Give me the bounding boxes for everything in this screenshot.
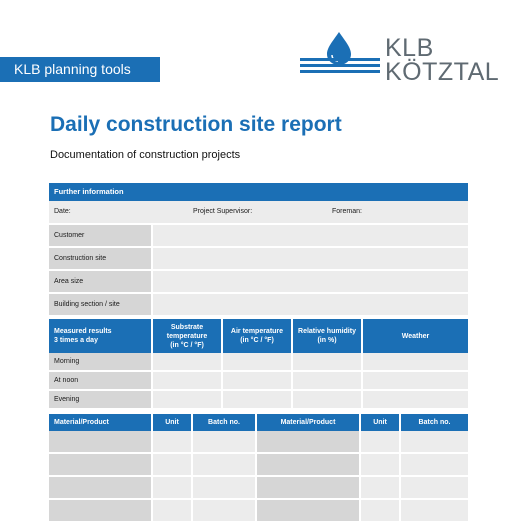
materials-header [49, 414, 468, 431]
material-field[interactable] [361, 477, 401, 500]
measured-row-label: Evening [49, 391, 153, 410]
measured-row-label: At noon [49, 372, 153, 391]
measured-header-4: Weather [363, 319, 468, 353]
further-info-rows [49, 225, 468, 317]
material-field[interactable] [193, 431, 257, 454]
further-info-row-field[interactable] [153, 248, 468, 271]
further-info-row-field[interactable] [153, 294, 468, 317]
measured-value-field[interactable] [293, 372, 363, 391]
further-info-row-label: Construction site [49, 248, 153, 271]
measured-row [49, 372, 468, 391]
foreman-label: Foreman: [332, 208, 362, 215]
materials-header-1: Unit [153, 414, 193, 431]
material-field[interactable] [193, 454, 257, 477]
material-field[interactable] [401, 431, 468, 454]
measured-header-1: Substrate temperature (in °C / °F) [153, 319, 223, 353]
measured-value-field[interactable] [153, 372, 223, 391]
measured-rows [49, 353, 468, 410]
further-info-heading: Further information [49, 183, 468, 201]
materials-header-5: Batch no. [401, 414, 468, 431]
measured-value-field[interactable] [363, 391, 468, 410]
planning-tools-tag: KLB planning tools [0, 57, 160, 82]
materials-header-0: Material/Product [49, 414, 153, 431]
material-row [49, 477, 468, 500]
material-rows [49, 431, 468, 523]
measured-header-0: Measured results 3 times a day [49, 319, 153, 353]
material-field[interactable] [49, 454, 153, 477]
logo-line-2: KÖTZTAL [385, 58, 500, 86]
water-drop-logo-icon [298, 28, 382, 82]
document-title: Daily construction site report [50, 113, 342, 136]
material-field[interactable] [193, 477, 257, 500]
materials-header-4: Unit [361, 414, 401, 431]
further-info-row [49, 248, 468, 271]
material-row [49, 431, 468, 454]
material-field[interactable] [153, 431, 193, 454]
measured-value-field[interactable] [293, 391, 363, 410]
material-field[interactable] [257, 454, 361, 477]
date-label: Date: [54, 208, 71, 215]
measured-value-field[interactable] [363, 353, 468, 372]
measured-value-field[interactable] [293, 353, 363, 372]
measured-header-3: Relative humidity (in %) [293, 319, 363, 353]
further-info-row-label: Building section / site [49, 294, 153, 317]
materials-header-3: Material/Product [257, 414, 361, 431]
measured-header-2: Air temperature (in °C / °F) [223, 319, 293, 353]
material-field[interactable] [49, 431, 153, 454]
measured-row [49, 353, 468, 372]
measured-value-field[interactable] [153, 353, 223, 372]
measured-value-field[interactable] [153, 391, 223, 410]
material-field[interactable] [257, 431, 361, 454]
date-row [49, 201, 468, 225]
measured-row-label: Morning [49, 353, 153, 372]
further-info-row-field[interactable] [153, 225, 468, 248]
material-field[interactable] [401, 454, 468, 477]
material-field[interactable] [49, 477, 153, 500]
material-field[interactable] [361, 431, 401, 454]
logo-text [385, 36, 499, 84]
material-field[interactable] [153, 477, 193, 500]
measured-value-field[interactable] [363, 372, 468, 391]
measured-row [49, 391, 468, 410]
materials-header-2: Batch no. [193, 414, 257, 431]
further-info-row [49, 271, 468, 294]
measured-header [49, 319, 468, 353]
material-field[interactable] [401, 477, 468, 500]
further-info-row-label: Customer [49, 225, 153, 248]
further-info-row-label: Area size [49, 271, 153, 294]
material-field[interactable] [257, 477, 361, 500]
further-info-row-field[interactable] [153, 271, 468, 294]
material-field[interactable] [153, 454, 193, 477]
document-subtitle: Documentation of construction projects [50, 149, 241, 161]
supervisor-label: Project Supervisor: [193, 208, 253, 215]
material-row [49, 454, 468, 477]
material-field[interactable] [361, 454, 401, 477]
further-info-row [49, 225, 468, 248]
further-info-row [49, 294, 468, 317]
klb-logo [298, 28, 382, 87]
measured-value-field[interactable] [223, 391, 293, 410]
report-form [49, 183, 468, 523]
logo-line-1: KLB [385, 34, 434, 62]
measured-value-field[interactable] [223, 353, 293, 372]
measured-value-field[interactable] [223, 372, 293, 391]
